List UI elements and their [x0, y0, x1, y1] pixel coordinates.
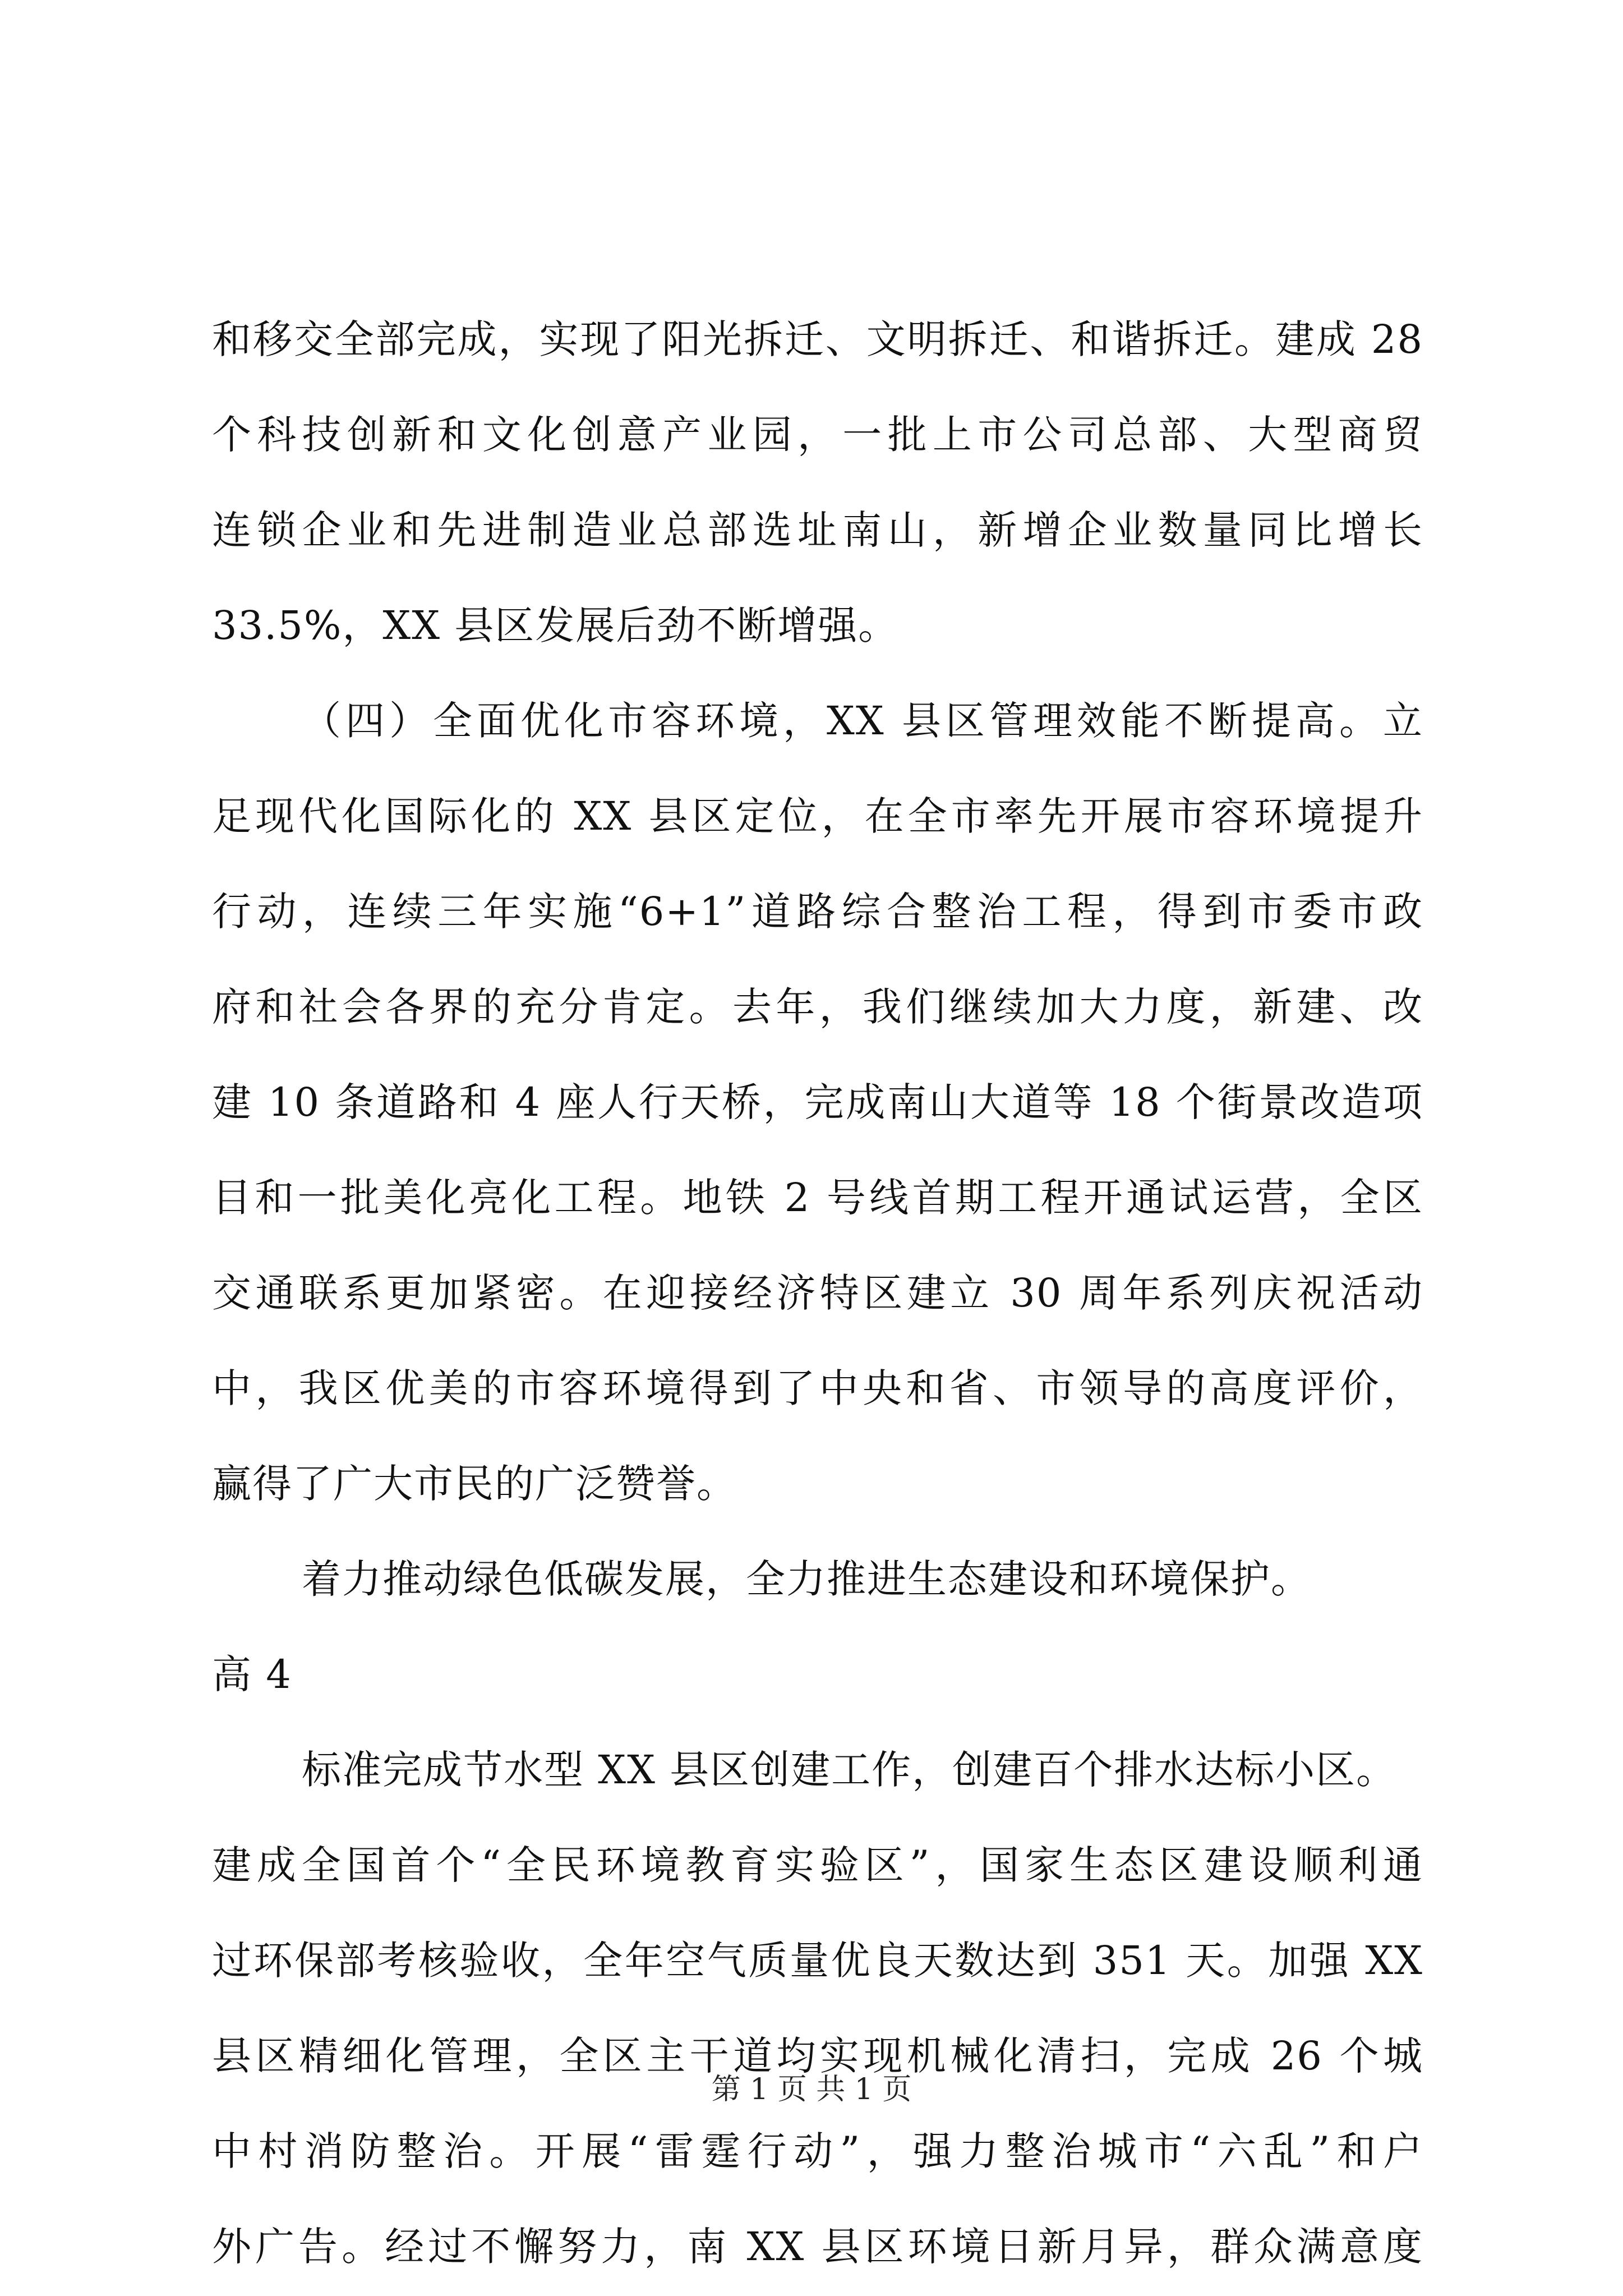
text-line: 高 4 [212, 1651, 292, 1697]
text-line: 交通联系更加紧密。在迎接经济特区建立 30 周年系列庆祝活动 [212, 1270, 1423, 1316]
text-line: 中村消防整治。开展“雷霆行动”，强力整治城市“六乱”和户 [212, 2128, 1423, 2174]
text-line: 标准完成节水型 XX 县区创建工作，创建百个排水达标小区。 [302, 1747, 1397, 1793]
text-line: 目和一批美化亮化工程。地铁 2 号线首期工程开通试运营，全区 [212, 1175, 1423, 1221]
text-line: 县区精细化管理，全区主干道均实现机械化清扫，完成 26 个城 [212, 2033, 1423, 2079]
document-body [212, 292, 1423, 2294]
page-footer: 第 1 页 共 1 页 [711, 2073, 912, 2106]
text-line: 足现代化国际化的 XX 县区定位，在全市率先开展市容环境提升 [212, 793, 1423, 839]
text-line: 赢得了广大市民的广泛赞誉。 [212, 1461, 737, 1507]
text-line: 建成全国首个“全民环境教育实验区”，国家生态区建设顺利通 [212, 1842, 1423, 1888]
text-line: 外广告。经过不懈努力，南 XX 县区环境日新月异，群众满意度 [212, 2224, 1423, 2270]
section-heading-line: （四）全面优化市容环境，XX 县区管理效能不断提高。立 [302, 698, 1423, 744]
text-line: 连锁企业和先进制造业总部选址南山，新增企业数量同比增长 [212, 507, 1423, 553]
text-line: 和移交全部完成，实现了阳光拆迁、文明拆迁、和谐拆迁。建成 28 [212, 316, 1423, 362]
text-line: 府和社会各界的充分肯定。去年，我们继续加大力度，新建、改 [212, 984, 1423, 1030]
text-line: 个科技创新和文化创意产业园，一批上市公司总部、大型商贸 [212, 412, 1423, 458]
text-line: 中，我区优美的市容环境得到了中央和省、市领导的高度评价， [212, 1365, 1423, 1411]
text-line: 着力推动绿色低碳发展，全力推进生态建设和环境保护。 [302, 1556, 1311, 1602]
text-line: 行动，连续三年实施“6+1”道路综合整治工程，得到市委市政 [212, 889, 1423, 935]
text-line: 过环保部考核验收，全年空气质量优良天数达到 351 天。加强 XX [212, 1938, 1423, 1984]
text-line: 建 10 条道路和 4 座人行天桥，完成南山大道等 18 个街景改造项 [212, 1079, 1423, 1125]
text-line: 33.5%，XX 县区发展后劲不断增强。 [212, 602, 899, 648]
